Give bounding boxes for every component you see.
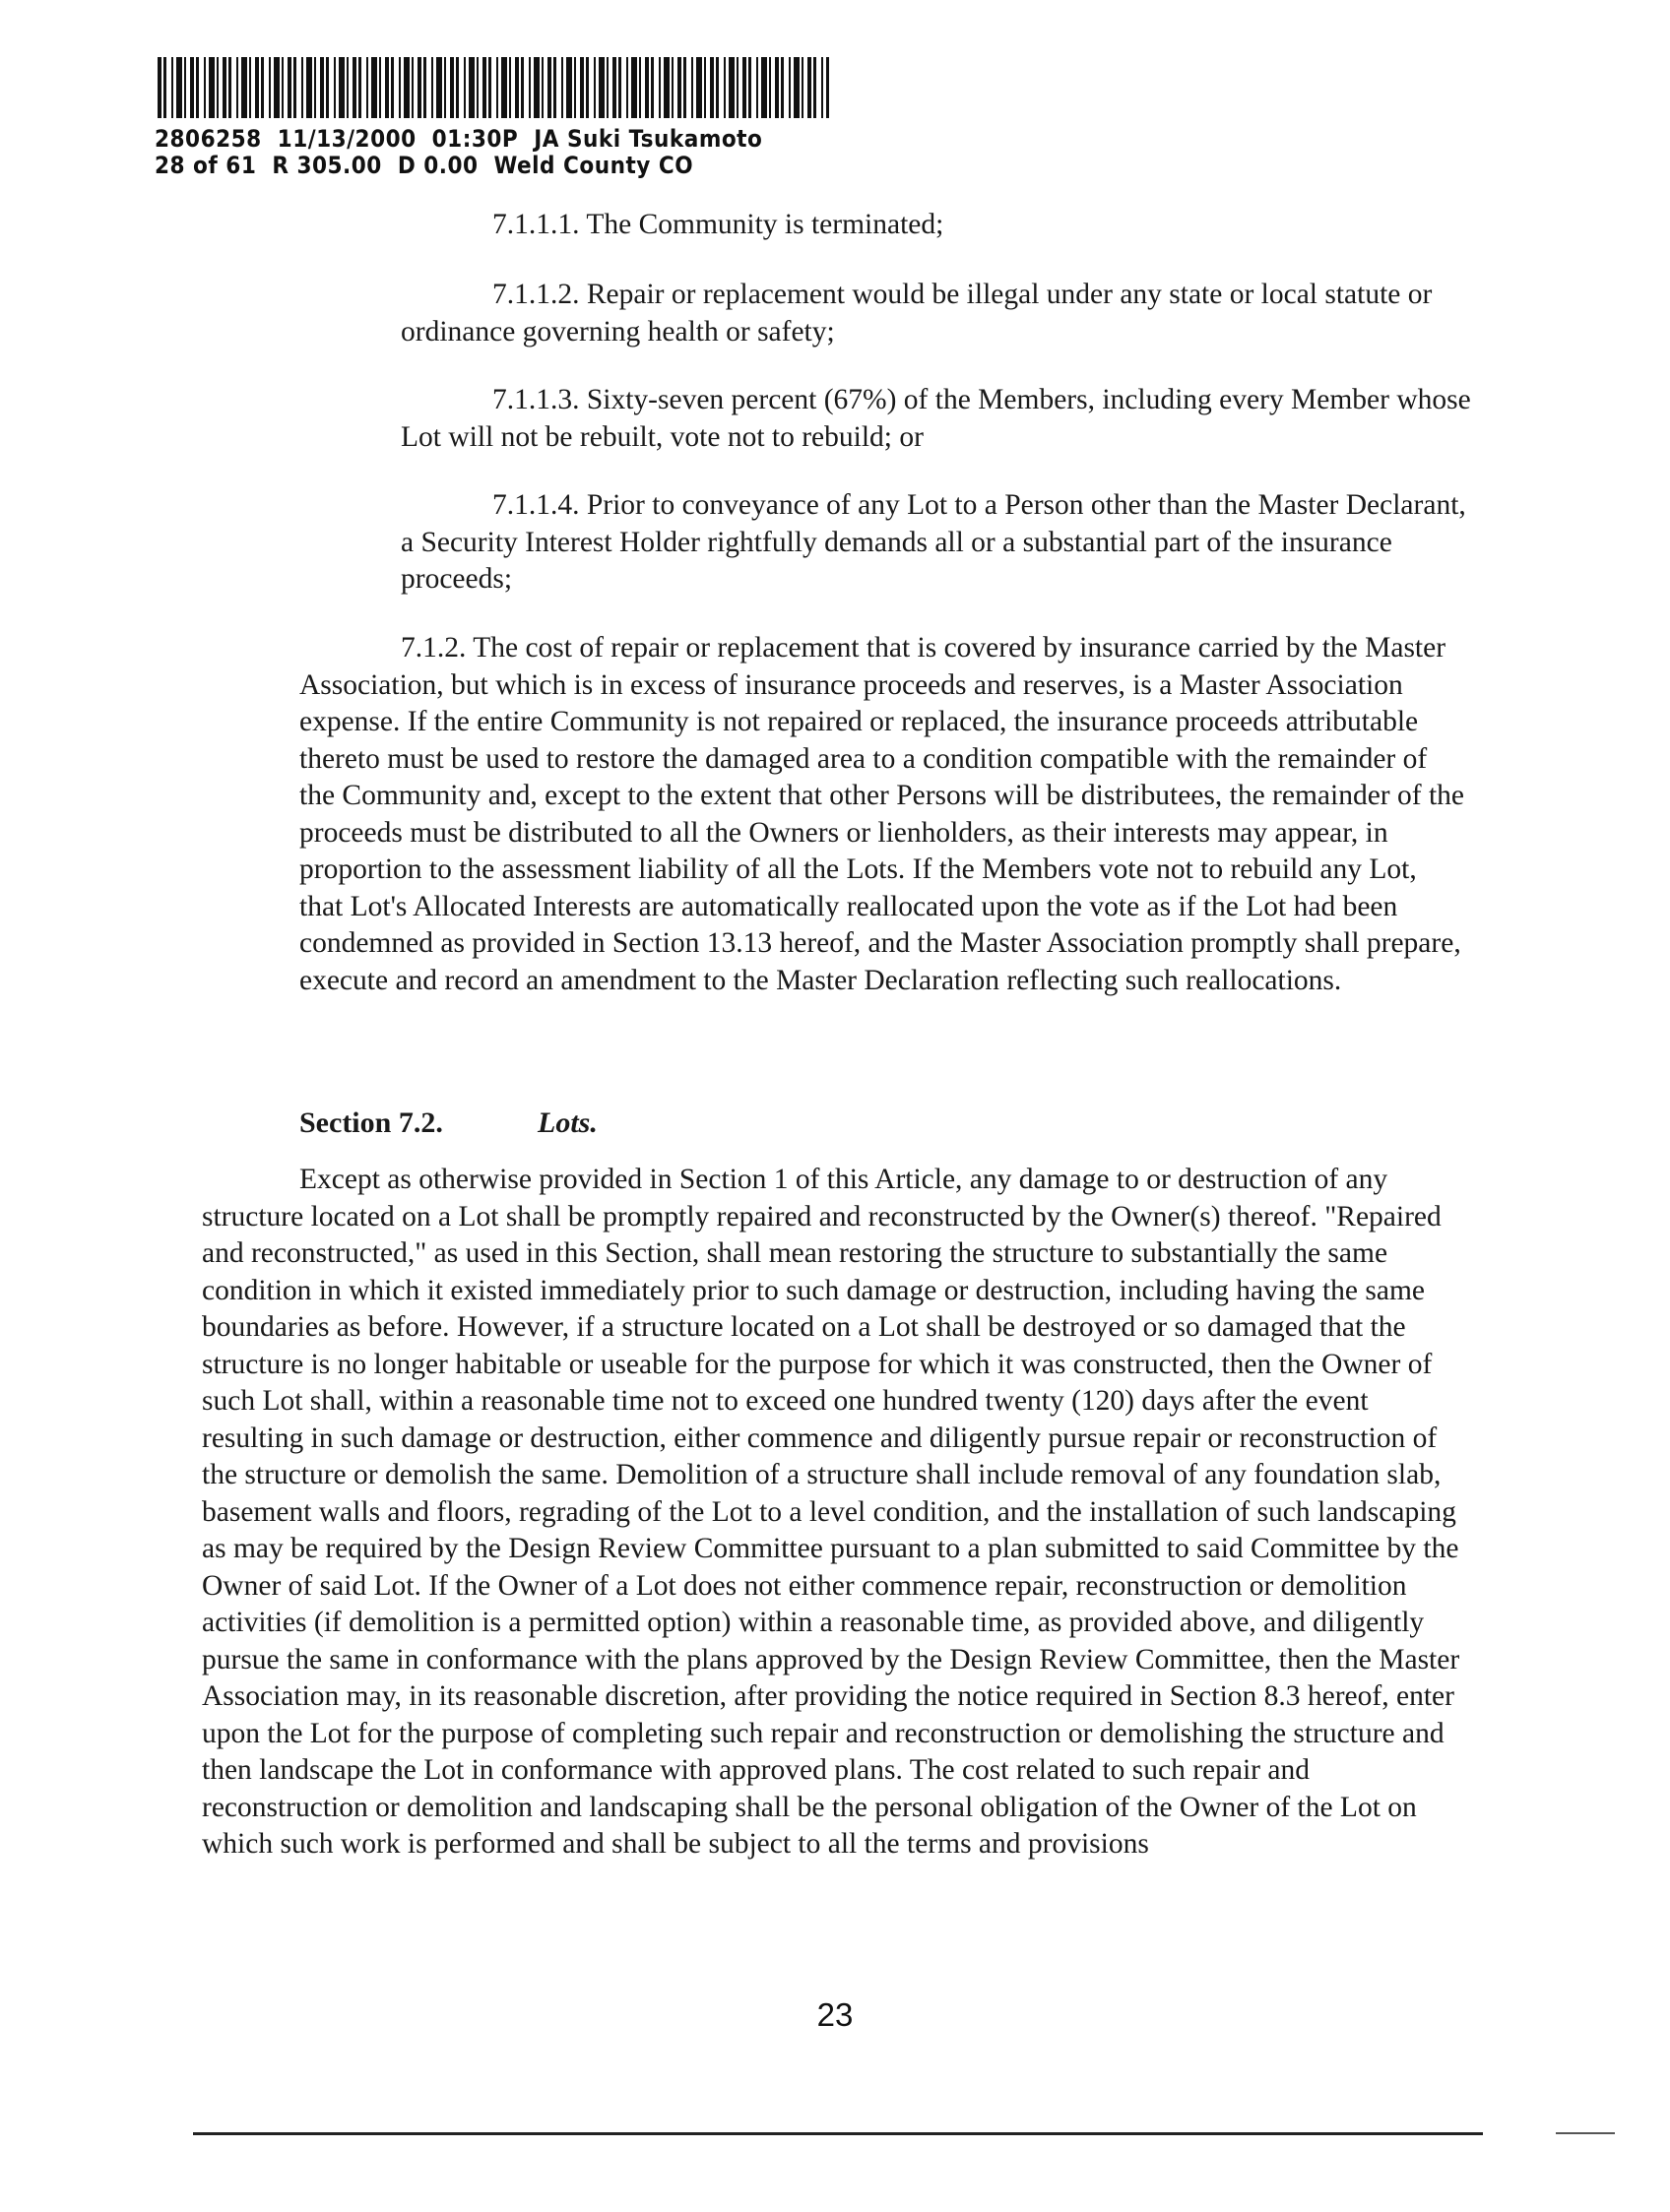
reception-number: 2806258 [155,125,262,153]
doc-fee: D 0.00 [397,152,479,179]
section-heading [299,1105,598,1142]
paragraph-7-2: Except as otherwise provided in Section 1 of this Article, any damage to or destruction of any structure located on a Lot shall be promptly repaired and reconstructed by the Owner(s) thereof. "Repaired and reconstructed," as used in this Section, shall mean restoring the structure to substantially the same condition in which it existed immediately prior to such damage or destruction, including having the same boundaries as before. However, if a structure located on a Lot shall be destroyed or so damaged that the structure is no longer habitable or useable for the purpose for which it was constructed, then the Owner of such Lot shall, within a reasonable time not to exceed one hundred twenty (120) days after the event resulting in such damage or destruction, either commence and diligently pursue repair or reconstruction of the structure or demolish the same. Demolition of a structure shall include removal of any foundation slab, basement walls and floors, regrading of the Lot to a level condition, and the installation of such landscaping as may be required by the Design Review Committee pursuant to a plan submitted to said Committee by the Owner of said Lot. If the Owner of a Lot does not either commence repair, reconstruction or demolition activities (if demolition is a permitted option) within a reasonable time, as provided above, and diligently pursue the same in conformance with the plans approved by the Design Review Committee, then the Master Association may, in its reasonable discretion, after providing the notice required in Section 8.3 hereof, enter upon the Lot for the purpose of completing such repair and reconstruction or demolishing the structure and then landscape the Lot in conformance with approved plans. The cost related to such repair and reconstruction or demolition and landscaping shall be the personal obligation of the Owner of the Lot on which such work is performed and shall be subject to all the terms and provisions [202,1164,1460,1860]
paragraph-7-1-1-3: 7.1.1.3. Sixty-seven percent (67%) of the Members, including every Member whose Lot will not be rebuilt, vote not to rebuild; or [401,384,1471,453]
paragraph-7-1-1-4: 7.1.1.4. Prior to conveyance of any Lot to a Person other than the Master Declarant, a Security Interest Holder rightfully demands all or a substantial part of the insurance proceeds; [401,489,1466,595]
section-title: Lots. [538,1106,598,1139]
paragraph-7-1-1-2: 7.1.1.2. Repair or replacement would be illegal under any state or local statute or ordinance governing health or safety; [401,279,1433,348]
section-number: Section 7.2. [299,1106,443,1139]
recording-fee: R 305.00 [272,152,382,179]
paragraph-7-1-1-1: 7.1.1.1. The Community is terminated; [492,209,944,240]
county-name: Weld County CO [493,152,694,179]
page-number: 23 [816,1996,854,2033]
page-count: 28 of 61 [155,152,257,179]
footer-rule [193,2132,1483,2135]
recording-stamp-line-2 [155,153,709,178]
recording-stamp-line-1 [155,126,778,152]
recording-barcode [158,57,829,118]
recording-date: 11/13/2000 [277,125,417,153]
footer-rule-fragment [1556,2132,1615,2134]
recording-time: 01:30P [431,125,519,153]
recorder-name: JA Suki Tsukamoto [534,125,763,153]
paragraph-7-1-2: 7.1.2. The cost of repair or replacement that is covered by insurance carried by the Master Association, but which is in excess of insurance proceeds and reserves, is a Master Association expense. If the entire Community is not repaired or replaced, the insurance proceeds attributable thereto must be used to restore the damaged area to a condition compatible with the remainder of the Community and, except to the extent that other Persons will be distributees, the remainder of the proceeds must be distributed to all the Owners or lienholders, as their interests may appear, in proportion to the assessment liability of all the Lots. If the Members vote not to rebuild any Lot, that Lot's Allocated Interests are automatically reallocated upon the vote as if the Lot had been condemned as provided in Section 13.13 hereof, and the Master Association promptly shall prepare, execute and record an amendment to the Master Declaration reflecting such reallocations. [299,632,1464,996]
